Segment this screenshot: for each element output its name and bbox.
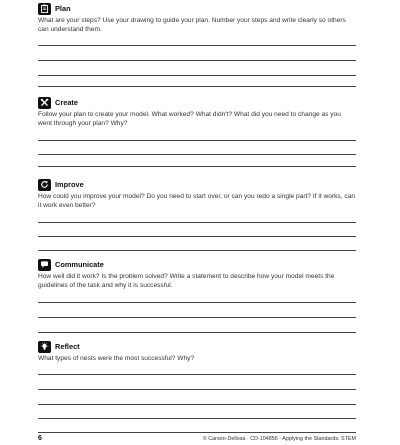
refresh-icon bbox=[38, 179, 51, 191]
writing-line bbox=[38, 140, 356, 141]
section-reflect bbox=[38, 340, 356, 428]
writing-line bbox=[38, 317, 356, 318]
section-title: Create bbox=[55, 98, 79, 107]
section-prompt: What types of nests were the most successful? Why? bbox=[38, 355, 195, 362]
writing-line bbox=[38, 374, 356, 375]
section-header bbox=[38, 340, 356, 353]
writing-line bbox=[38, 86, 356, 87]
section-header bbox=[38, 2, 356, 15]
clipboard-icon bbox=[38, 3, 51, 15]
writing-line bbox=[38, 222, 356, 223]
writing-line bbox=[38, 154, 356, 155]
section-prompt: Follow your plan to create your model. What worked? What didn't? What did you need to change as you went through your plan? Why? bbox=[38, 111, 341, 127]
section-header bbox=[38, 258, 356, 271]
writing-line bbox=[38, 418, 356, 419]
writing-line bbox=[38, 166, 356, 167]
speech-bubble-icon bbox=[38, 259, 51, 271]
section-header bbox=[38, 96, 356, 109]
writing-line bbox=[38, 302, 356, 303]
page-footer bbox=[38, 432, 356, 443]
writing-line bbox=[38, 236, 356, 237]
copyright-credit: © Carson-Dellosa · CD-104856 · Applying the Standards: STEM bbox=[202, 436, 356, 442]
writing-line bbox=[38, 60, 356, 61]
writing-line bbox=[38, 250, 356, 251]
section-create bbox=[38, 96, 356, 172]
section-prompt: How could you improve your model? Do you need to start over, or can you redo a single part? If it works, can it work even better? bbox=[38, 193, 356, 209]
writing-line bbox=[38, 75, 356, 76]
section-improve bbox=[38, 178, 356, 256]
section-prompt: What are your steps? Use your drawing to guide your plan. Number your steps and write clearly so others can understand them. bbox=[38, 17, 346, 33]
writing-line bbox=[38, 404, 356, 405]
section-header bbox=[38, 178, 356, 191]
tools-icon bbox=[38, 97, 51, 109]
section-title: Reflect bbox=[55, 342, 80, 351]
writing-line bbox=[38, 45, 356, 46]
section-title: Improve bbox=[55, 180, 84, 189]
section-title: Communicate bbox=[55, 260, 104, 269]
writing-line bbox=[38, 332, 356, 333]
section-communicate bbox=[38, 258, 356, 338]
lightbulb-icon bbox=[38, 341, 51, 353]
section-prompt: How well did it work? Is the problem solved? Write a statement to describe how your model meets the guidelines of the task and why it is successful. bbox=[38, 273, 335, 289]
section-title: Plan bbox=[55, 4, 71, 13]
writing-line bbox=[38, 389, 356, 390]
page-number: 6 bbox=[38, 435, 42, 442]
section-plan bbox=[38, 2, 356, 88]
